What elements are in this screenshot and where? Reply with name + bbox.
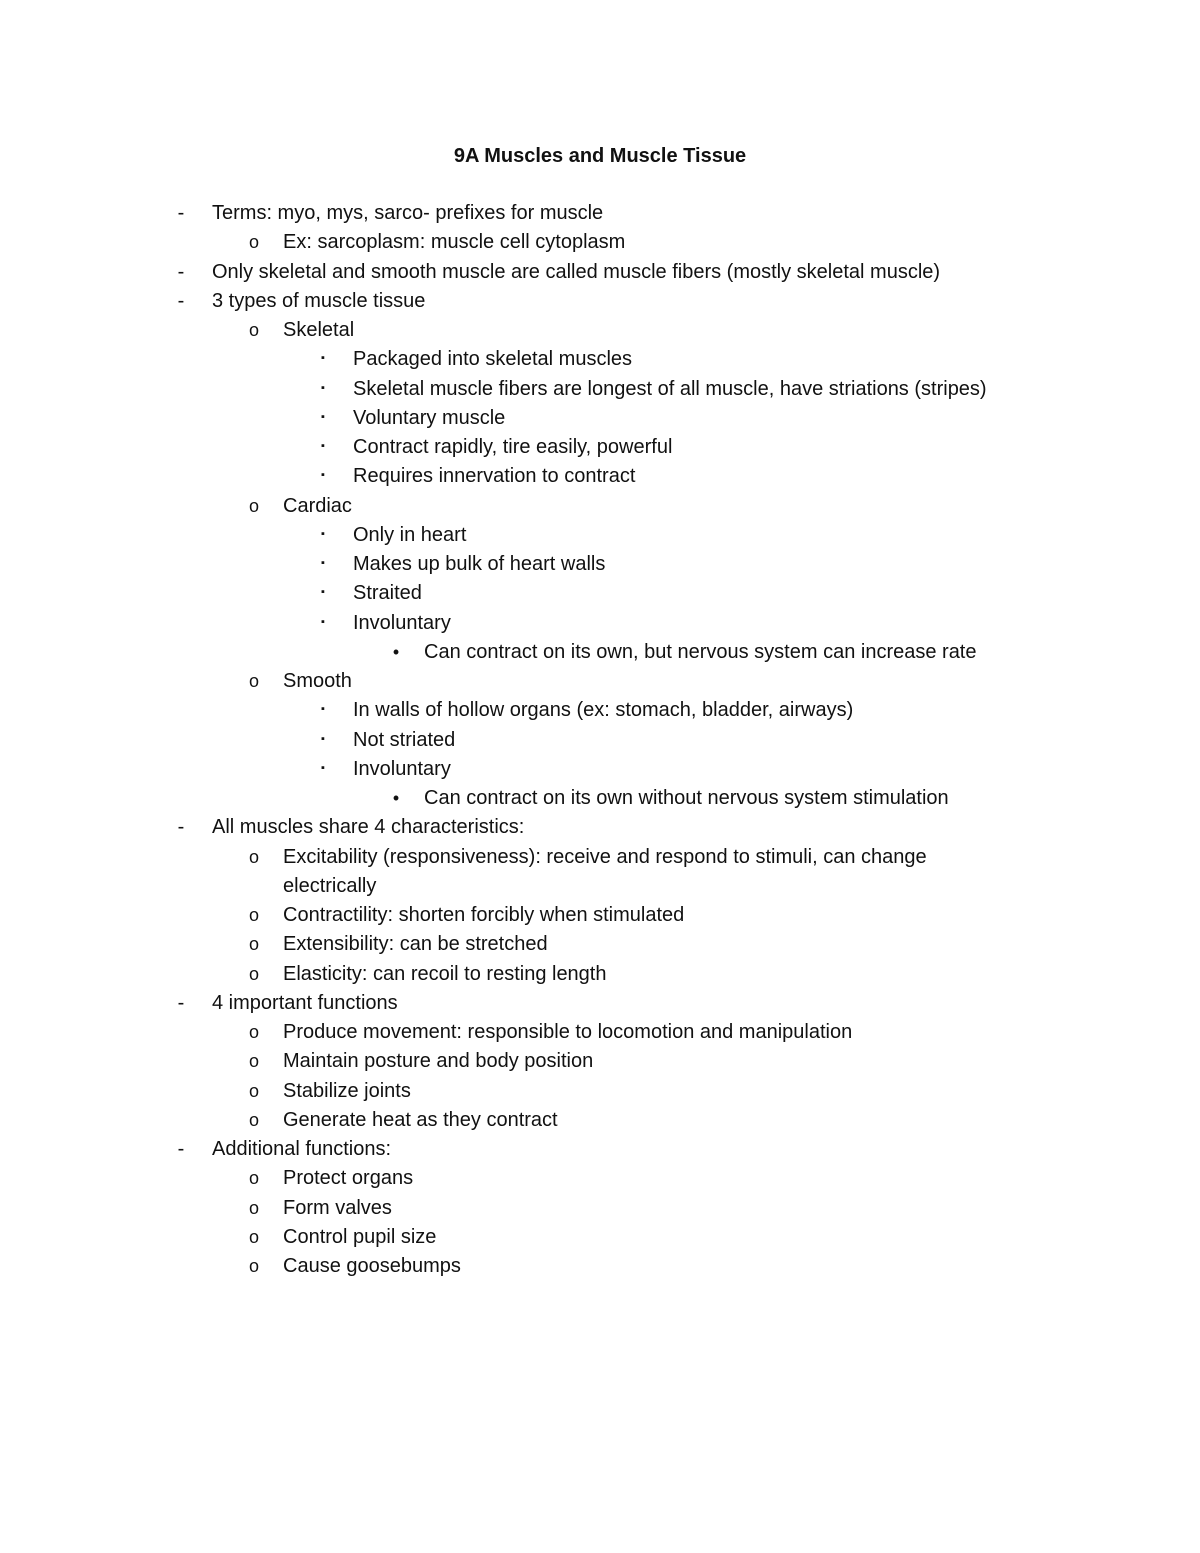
square-bullet-icon: ▪: [321, 352, 325, 365]
square-bullet-icon: ▪: [321, 527, 325, 540]
circle-bullet-icon: o: [248, 1226, 259, 1247]
outline-line: [0, 960, 1200, 989]
outline-line: [0, 901, 1200, 930]
square-bullet-icon: ▪: [321, 410, 325, 423]
outline-line: [0, 1047, 1200, 1076]
square-bullet-icon: ▪: [321, 703, 325, 716]
dash-bullet-icon: -: [177, 816, 185, 839]
outline-text: Extensibility: can be stretched: [283, 933, 548, 956]
outline-text: Additional functions:: [212, 1138, 392, 1160]
square-bullet-icon: ▪: [321, 469, 325, 482]
outline-text: All muscles share 4 characteristics:: [212, 816, 525, 839]
outline-line: [0, 843, 1200, 872]
outline-line: [0, 433, 1200, 462]
outline-line: [0, 462, 1200, 491]
outline-line: [0, 375, 1200, 404]
outline-text: Control pupil size: [283, 1225, 437, 1248]
outline-text: In walls of hollow organs (ex: stomach, bladder, airways): [353, 699, 854, 722]
circle-bullet-icon: o: [248, 495, 259, 516]
outline-line: [0, 1018, 1200, 1047]
outline-text: Elasticity: can recoil to resting length: [283, 962, 607, 985]
outline-line: [0, 989, 1200, 1018]
outline-line: [0, 1077, 1200, 1106]
dash-bullet-icon: -: [177, 1138, 185, 1160]
outline-text: Form valves: [283, 1196, 392, 1219]
outline-text: Packaged into skeletal muscles: [353, 348, 633, 371]
outline-text: Maintain posture and body position: [283, 1050, 594, 1073]
outline-line: [0, 316, 1200, 345]
outline-text: Stabilize joints: [283, 1079, 411, 1102]
page-title: 9A Muscles and Muscle Tissue: [453, 145, 747, 167]
square-bullet-icon: ▪: [321, 615, 325, 628]
outline-text: Skeletal muscle fibers are longest of all muscle, have striations (stripes): [353, 377, 987, 400]
outline-line: [0, 872, 1200, 901]
outline-text: Excitability (responsiveness): receive and respond to stimuli, can change: [283, 845, 927, 868]
outline-line: [0, 199, 1200, 228]
outline-text: Involuntary: [353, 757, 451, 780]
outline-text: Skeletal: [283, 319, 355, 341]
outline-line: [0, 609, 1200, 638]
outline-line: [0, 696, 1200, 725]
outline-line: [0, 550, 1200, 579]
outline-line: [0, 404, 1200, 433]
outline-line: [0, 1223, 1200, 1252]
outline-text: Involuntary: [353, 611, 451, 634]
outline-text: Voluntary muscle: [353, 406, 506, 429]
dash-bullet-icon: -: [177, 289, 185, 312]
outline-text: Smooth: [283, 670, 352, 692]
outline-line: [0, 1106, 1200, 1135]
outline-line: [0, 1135, 1200, 1164]
outline-text: Can contract on its own, but nervous system can increase rate: [424, 640, 977, 663]
square-bullet-icon: ▪: [321, 586, 325, 599]
outline-text: Contract rapidly, tire easily, powerful: [353, 436, 673, 458]
outline-line: [0, 1252, 1200, 1281]
outline-line: [0, 1194, 1200, 1223]
outline-text: Makes up bulk of heart walls: [353, 553, 606, 575]
outline-line: [0, 784, 1200, 813]
outline-text: Only in heart: [353, 523, 467, 546]
outline-text: Generate heat as they contract: [283, 1108, 558, 1131]
outline-line: [0, 1164, 1200, 1193]
dot-bullet-icon: •: [392, 641, 400, 662]
outline-line: [0, 813, 1200, 842]
outline-line: [0, 492, 1200, 521]
outline-text: Can contract on its own without nervous system stimulation: [424, 787, 949, 809]
outline-line: [0, 228, 1200, 257]
circle-bullet-icon: o: [248, 963, 259, 984]
outline-text: Only skeletal and smooth muscle are called muscle fibers (mostly skeletal muscle): [212, 260, 941, 283]
outline-text: Cardiac: [283, 494, 352, 517]
circle-bullet-icon: o: [248, 1109, 259, 1130]
dash-bullet-icon: -: [177, 991, 185, 1014]
outline-text: Produce movement: responsible to locomotion and manipulation: [283, 1021, 853, 1043]
circle-bullet-icon: o: [248, 232, 259, 253]
circle-bullet-icon: o: [248, 1022, 259, 1042]
dot-bullet-icon: •: [392, 788, 400, 808]
outline-text: Ex: sarcoplasm: muscle cell cytoplasm: [283, 231, 626, 254]
outline-text: Protect organs: [283, 1167, 414, 1190]
outline-text: Not striated: [353, 728, 456, 751]
circle-bullet-icon: o: [248, 905, 259, 925]
outline-text: 4 important functions: [212, 991, 398, 1014]
circle-bullet-icon: o: [248, 1080, 259, 1101]
outline-text: Terms: myo, mys, sarco- prefixes for muscle: [212, 202, 604, 224]
outline-text: Cause goosebumps: [283, 1255, 461, 1277]
outline-line: [0, 521, 1200, 550]
outline-text: Straited: [353, 582, 422, 605]
square-bullet-icon: ▪: [321, 557, 325, 569]
circle-bullet-icon: o: [248, 1197, 259, 1218]
circle-bullet-icon: o: [248, 320, 259, 340]
outline-line: [0, 667, 1200, 696]
outline-line: [0, 638, 1200, 667]
square-bullet-icon: ▪: [321, 381, 325, 394]
circle-bullet-icon: o: [248, 1168, 259, 1189]
square-bullet-icon: ▪: [321, 761, 325, 774]
square-bullet-icon: ▪: [321, 440, 325, 452]
circle-bullet-icon: o: [248, 934, 259, 955]
outline-line: [0, 345, 1200, 374]
outline-text: electrically: [283, 874, 377, 897]
outline-text: Requires innervation to contract: [353, 465, 636, 488]
outline-line: [0, 287, 1200, 316]
outline-text: Contractility: shorten forcibly when stimulated: [283, 904, 685, 926]
circle-bullet-icon: o: [248, 671, 259, 691]
outline-text: 3 types of muscle tissue: [212, 289, 426, 312]
outline-line: [0, 579, 1200, 608]
outline-line: [0, 755, 1200, 784]
circle-bullet-icon: o: [248, 846, 259, 867]
circle-bullet-icon: o: [248, 1051, 259, 1072]
dash-bullet-icon: -: [177, 260, 185, 283]
outline-line: [0, 726, 1200, 755]
dash-bullet-icon: -: [177, 202, 185, 224]
circle-bullet-icon: o: [248, 1256, 259, 1276]
square-bullet-icon: ▪: [321, 732, 325, 745]
outline-line: [0, 258, 1200, 287]
outline-line: [0, 930, 1200, 959]
